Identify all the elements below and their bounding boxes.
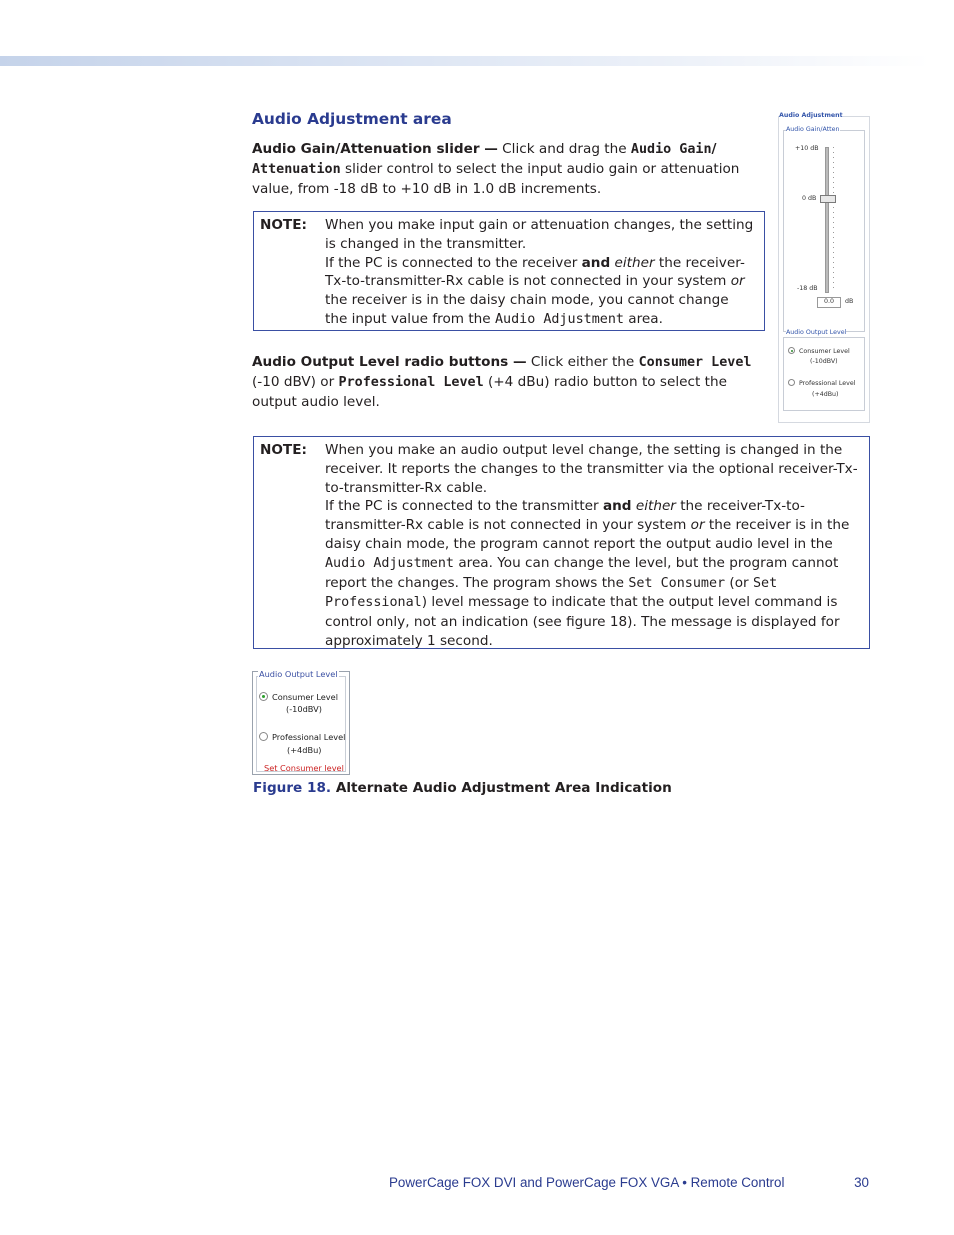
note-input-gain	[253, 211, 765, 331]
audio-adjustment-panel	[775, 111, 870, 423]
tick-top: +10 dB	[795, 145, 819, 152]
code-professional-level: Professional Level	[338, 374, 484, 390]
consumer-radio[interactable]	[788, 347, 795, 354]
professional-label: Professional Level	[799, 380, 856, 387]
slider-lead: Audio Gain/Attenuation slider —	[252, 141, 498, 157]
figure-caption	[253, 779, 672, 798]
output-level-description: Audio Output Level radio buttons — Click either the Consumer Level (-10 dBV) or Professional Level (+4 dBu) radio button to select the output audio level.	[252, 354, 752, 410]
note-line-2: If the PC is connected to the transmitter and either the receiver-Tx-to-transmitter-Rx cable is not connected in your system or the receiver is in the daisy chain mode, the program cannot report the output audio level in the Audio Adjustment area. You can change the level, but the program cannot report the changes. The program shows the Set Consumer (or Set Professional) level message to indicate that the output level command is control only, not an indication (see figure 18). The message is displayed for approximately 1 second.	[325, 498, 850, 649]
slider-thumb[interactable]	[820, 195, 836, 203]
output-lead: Audio Output Level radio buttons —	[252, 354, 527, 370]
note-line-2: If the PC is connected to the receiver and either the receiver-Tx-to-transmitter-Rx cable is not connected in your system or the receiver is in the daisy chain mode, you cannot change the input value from the Audio Adjustment area.	[325, 254, 745, 327]
professional-radio[interactable]	[788, 379, 795, 386]
page-number: 30	[854, 1175, 869, 1190]
fig-status-message: Set Consumer level	[264, 763, 344, 773]
tick-bottom: -18 dB	[797, 285, 818, 292]
code-consumer-level: Consumer Level	[638, 355, 752, 370]
slash: /	[711, 141, 717, 157]
caption-text: Alternate Audio Adjustment Area Indication	[331, 780, 672, 796]
page-footer	[389, 1174, 869, 1193]
fig-consumer-radio[interactable]	[259, 692, 268, 701]
caption-number: Figure 18.	[253, 780, 332, 796]
fig-consumer-sub: (-10dBV)	[286, 704, 322, 714]
code-attenuation: Attenuation	[252, 161, 341, 177]
gain-unit: dB	[845, 298, 854, 305]
note-label: NOTE:	[260, 442, 307, 458]
slider-ticks	[833, 147, 834, 291]
gain-value: 0.0	[824, 298, 835, 305]
tick-mid: 0 dB	[802, 195, 817, 202]
gain-value-field[interactable]	[817, 297, 841, 308]
consumer-sub: (-10dBV)	[810, 358, 838, 365]
fig-consumer-label: Consumer Level	[272, 692, 338, 702]
slider-description	[252, 140, 757, 198]
fig-professional-sub: (+4dBu)	[287, 745, 322, 755]
section-title: Audio Adjustment area	[252, 110, 452, 128]
slider-track[interactable]	[825, 147, 829, 293]
consumer-label: Consumer Level	[799, 348, 850, 355]
code-audio-adjustment: Audio Adjustment	[494, 311, 624, 327]
note-line-1: When you make an audio output level change, the setting is changed in the receiver. It reports the changes to the transmitter via the optional receiver-Tx-to-transmitter-Rx cable.	[325, 442, 858, 496]
slider-text-1: Click and drag the	[497, 141, 631, 157]
footer-title: PowerCage FOX DVI and PowerCage FOX VGA • Remote Control	[389, 1175, 785, 1190]
note-body	[325, 441, 859, 651]
fig-professional-label: Professional Level	[272, 732, 346, 742]
fig-professional-radio[interactable]	[259, 732, 268, 741]
professional-sub: (+4dBu)	[812, 391, 839, 398]
output-group-label: Audio Output Level	[786, 329, 847, 336]
header-gradient-bar	[0, 56, 930, 66]
slider-text-2: slider control to select the input audio gain or attenuation value, from -18 dB to +10 dB in 1.0 dB increments.	[252, 160, 740, 197]
panel-title: Audio Adjustment	[779, 112, 843, 119]
note-output-level	[253, 436, 870, 649]
code-audio-gain: Audio Gain	[630, 142, 712, 157]
figure-18-output-level	[252, 671, 350, 775]
note-line-1: When you make input gain or attenuation changes, the setting is changed in the transmitter.	[325, 217, 754, 252]
note-label: NOTE:	[260, 217, 307, 233]
fig-group-label: Audio Output Level	[259, 669, 338, 679]
gain-group-label: Audio Gain/Atten	[786, 126, 840, 133]
fig-group-frame	[256, 676, 346, 772]
note-body	[325, 216, 754, 330]
